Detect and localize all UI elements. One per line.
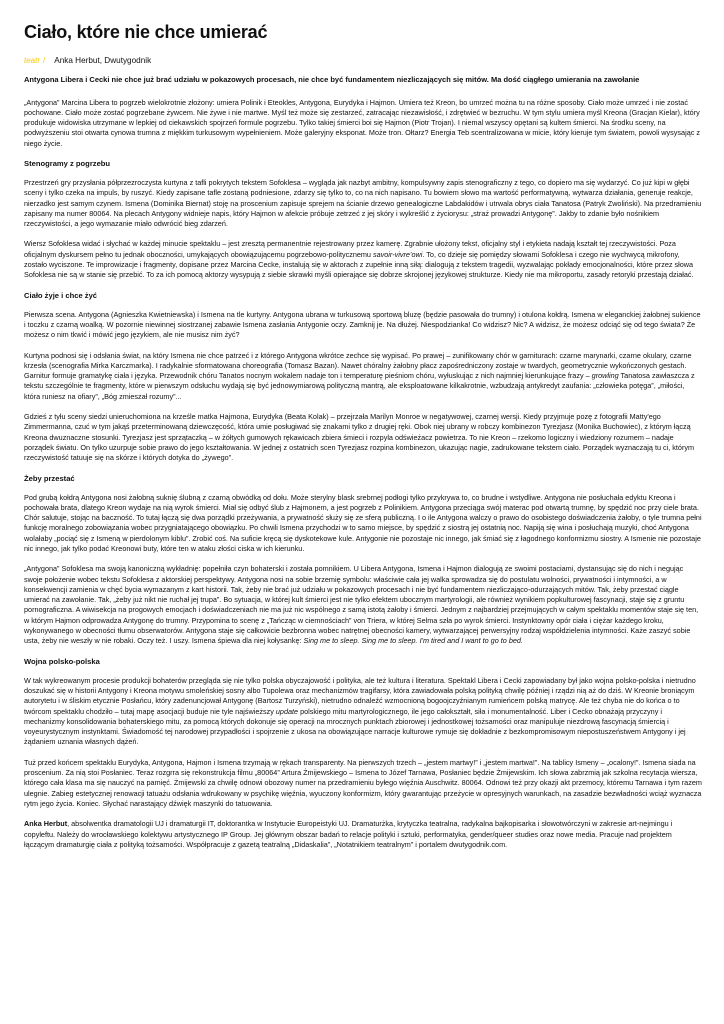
paragraph-8: „Antygona” Sofoklesa ma swoją kanoniczną wykładnię: popełniła czyn bohaterski i została pomnikiem. U Libera Antygona, Ismena i Hajmon dialogują ze swoimi postaciami, dystansując się do nich i negując swoje położenie wobec tekstu Sofoklesa z aktorskiej perspektywy. Antygona nosi na sobie brzemię symbolu: właściwie cała jej walka sprowadza się do postulatu wolności, prywatności i intymności, a w konsekwencji zamienia w chęć bycia wymazanym z kart historii. Tak, żeby nie brać już udziału w pokazowych procesach i nie być fundamentem niezliczająco-odurzających mitów. Tak, żeby przestać ciągle umierać na zawołanie. Tak, „żeby już nikt nie ruchał jej trupa”. Bo sytuacja, w której kult śmierci jest nie tylko efektem ubocznym martyrologii, ale również wynikiem popkulturowej fascynacji, staje się z gruntu pornograficzna. A wiwisekcja na progowych emocjach i doświadczeniach nie ma już nic wspólnego z samą istotą żałoby i śmierci. Jednym z najbardziej przejmujących w całym spektaklu momentów staje się ten, w którym Hajmon odprowadza Antygonę do trumny. Przypomina to scenę z „Tańcząc w ciemnościach” von Triera, w której Selma szła po wyrok śmierci. Instynktowny opór ciała i ciężar każdego kroku, wykonywanego w obecności tłumu obserwatorów. Antygona staje się całkowicie bezbronna wobec natrętnej obecności kamery, wytwarzającej perwersyjny rodzaj współdzielenia intymności. Każe zaszyć sobie usta, żeby nie weszły w nie robaki. Oczy też. I uszy. Ismena śpiewa dla niej kołysankę: Sing me to sleep. Sing me to sleep. I'm tired and I want to go to bed. [24, 564, 699, 646]
paragraph-5: Kurtyna podnosi się i odsłania świat, na który Ismena nie chce patrzeć i z którego Antygona wkrótce zechce się wypisać. Po prawej – zunifikowany chór w garniturach: czarne marynarki, czarne okulary, czarne krzesła (scenografia Mirka Karczmarka). I radykalnie sformatowana choreografia (Tomasz Bazan). Nawet chóralny żałobny płacz zapośredniczony zostaje w twardych, geometrycznie wykończonych gestach. Garnitur formuje gramatykę ciała i języka. Przewodnik chóru Tanatos nocnym wokalem nadaje ton i temperaturę pieśniom chóru, wyłuskując z nich najmniej kierunkujące frazy – growling Tanatosa zawłaszcza z tekstu szczególnie te fragmenty, które w pierwszym odsłuchu wydają się być jednowymiarową polityczną mantrą, ale eksploatowane kilkakrotnie, wzbudzają antykredyt zaufania: „człowieka potęga”, „miłości, która runiesz na ofiary”, „Bóg zmieszał rozumy”... [24, 350, 695, 401]
emphasis-song-lyrics: Sing me to sleep. Sing me to sleep. I'm tired and I want to go to bed. [303, 636, 523, 646]
author-bio: Anka Herbut, absolwentka dramatologii UJ i dramaturgii IT, doktorantka w Instytucie Europeistyki UJ. Dramaturżka, krytyczka teatralna, radykalna bajkopisarka i słowotwórczyni w zakresie art-nejmingu i copyleftu. Należy do wrocławskiego kolektywu artystycznego IP Group. Jej głównym obszar badań to relacje polityki i sztuki, performatyka, gender/queer studies oraz nowe media. Pracuje nad projektem łączącym dramaturgię ciała z polityką tożsamości. Współpracuje z gazetą teatralną „Didaskalia”, „Notatnikiem teatralnym” i portalem dwutygodnik.com. [24, 819, 673, 849]
article-title: Ciało, które nie chce umierać [24, 22, 268, 42]
paragraph-10: Tuż przed końcem spektaklu Eurydyka, Antygona, Hajmon i Ismena trzymają w rękach transparenty. Na pierwszych trzech – „jestem martwy!” i „jestem martwa!”. Na tablicy Ismeny – „ocalony!”. Ismena siada na proscenium. Za nią stoi Posłaniec. Teraz rozgrra się rekonstrukcja filmu „80064” Artura Żmijewskiego – Ismena to Józef Tarnawa, Posłaniec będzie Żmijewskim. Ich słowa zabrzmią jak szkolna recytacja wiersza, którego cała klasa ma się nauczyć na pamięć. Żmijewski za chwilę odnowi obozowy numer na przedramieniu byłego więźnia Auschwitz. 80064. Odnowi też przy okazji akt przemocy, któremu Tarnawa i tym razem ulegnie. Zabieg estetycznej renowacji tatuażu odsłania wdrukowany w psychikę więźnia, wyuczony konformizm, który gwarantując przeżycie w opresyjnych warunkach, na zasadzie bezwładności wciąż wyznacza rytm jego życia. Koniec. Słychać narastający dźwięk maszynki do tatuowania. [24, 757, 702, 808]
section-heading-stenogramy: Stenogramy z pogrzebu [24, 158, 111, 168]
section-heading-wojna: Wojna polsko-polska [24, 656, 100, 666]
paragraph-7: Pod grubą kołdrą Antygona nosi żałobną suknię ślubną z czarną obwódką od dołu. Może sterylny blask srebrnej podłogi tylko przykrywa to, co brudne i wstydliwe. Antygona nie posłuchała edyktu Kreona i pochowała brata, dlatego Kreon wydaje na nią wyrok śmierci. Miał się odbyć ślub z Hajmonem, a jest pogrzeb z Polinikiem. Antygona przeciąga swój materac pod otwartą trumnę, by spędzić noc przy ciele brata. Chór salutuje, stojąc na baczność. To tutaj łączą się dwa porządki przeżywania, a prywatność służy się ze sferą publiczną. I o ile Antygona walczy o prawo do osobistego doświadczenia żałoby, o tyle trumna pełni funkcję moralnego zobowiązania wobec przygniatającego obowiązku. Po chwili Ismena przychodzi w to samo miejsce, by spędzić z siostrą jej ostatnią noc. Napiją się wina i posłuchają muzyki, choć Antygona wolałaby „pociąć się z Ismeną w pierdolonym kiblu”. Zrobić coś. Na suficie kręcą się dyskotekowe kule. Antygonie nie pozostaje nic innego, jak śmiać się z łagodnego konformizmu siostry. A Ismenie nie pozostaje nic innego, jak tylko podać Kreonowi buty, które ten w ataku złości ciska w ich kierunku. [24, 492, 702, 553]
section-heading-cialo: Ciało żyje i chce żyć [24, 290, 98, 300]
section-logo[interactable]: teatr / [24, 56, 46, 65]
emphasis-update: update [275, 706, 299, 716]
bio-author-name: Anka Herbut [24, 819, 68, 829]
paragraph-1: „Antygona” Marcina Libera to pogrzeb wielokrotnie złożony: umiera Polinik i Eteokles, Antygona, Eurydyka i Hajmon. Umiera też Kreon, bo umrzeć można tu na różne sposoby. Ciało może umrzeć i nie zostać pochowane. Ciało może zostać pogrzebane żywcem. Nie żywe i nie martwe. Myśl też może się zestarzeć, zatracając niezawisłość, i zdrętwieć w bezruchu. W tym stylu umiera myśl Kreona (Gracjan Kielar), który produkuje widowiska utrzymane w lepkiej od ciekawskich spojrzeń formule pogrzebu. Tylko takiej śmierci boi się Hajmon (Piotr Trojan). I niemal wszyscy opętani są kultem śmierci. Na środku sceny, na podwyższeniu stoi otwarta cynowa trumna z miękkim turkusowym wypełnieniem. Może galeryjny eksponat. Może tron. Ołtarz? Energia Teb scentralizowana w micie, który kieruje tym światem, powoli wysysając z niego życie. [24, 97, 700, 148]
article-lead: Antygona Libera i Cecki nie chce już brać udziału w pokazowych procesach, nie chce być fundamentem niezliczających się mitów. Ma dość ciągłego umierania na zawołanie [24, 75, 640, 84]
emphasis-savoir-vivre: savoir-vivre’owi [372, 249, 423, 259]
author-name: Anka Herbut, Dwutygodnik [54, 56, 152, 65]
emphasis-growling: growling [591, 371, 619, 381]
paragraph-9: W tak wykreowanym procesie produkcji bohaterów przegląda się nie tylko polska obyczajowość i polityka, ale też kultura i literatura. Spektakl Libera i Cecki zapowiadany był jako wojna polsko-polska i nietrudno doszukać się w historii Antygony i Kreona motywu smoleńskiej sosny albo Tupolewa oraz mechanizmów tragifarsy, która zawiadowała polską polityką chwilę później i rządzi nią aż do dziś. W Kreonie broniącym autorytetu i w śliskim etycznie Posłańcu, który zadenuncjował Antygonę (Bartosz Turzyński), nietrudno odnaleźć wzmocnioną bogoojczyźnianym rumieńcem polską matrycę. Ale też chyba nie do końca o to twórcom spektaklu chodziło – tutaj mapę asocjacji buduje nie tyle najświeższy update polskiego mitu martyrologicznego, ile jego całokształt, siła i monumentalność. Liber i Cecko obnażają przyczyny i mechanizmy konsolidowania bohaterskiego mitu, za pomocą których dokonuje się operacji na mrocznych punktach zbiorowej i jednostkowej tożsamości oraz manipuluje niezdrową fascynacją śmiercią i voyeurystycznym instynktami. Świadomość tej narodowej przypadłości i spojrzenie z ukosa na obowiązujące narracje kulturowe rymuje się dokładnie z bezkompromisowym niepostuszeństwem Antygony i jej żądaniem uznania własnych dążeń. [24, 675, 696, 747]
section-heading-zeby-przestac: Żeby przestać [24, 473, 75, 483]
byline [24, 56, 702, 65]
paragraph-2: Przestrzeń gry przysłania półprzezroczysta kurtyna z tafli pokrytych tekstem Sofoklesa – wygląda jak nazbyt ambitny, kompulsywny zapis stenograficzny z tego, co dopiero ma się wydarzyć. Co już kipi w głębi sceny i tylko czeka na impuls, by ruszyć. Kiedy zapisane tafle zostaną podniesione, zdarzy się tylko to, co na nich napisano. Tu bowiem słowo ma wartość performatywną, wytwarza działania, generuje reakcje, nierzadko jest samym czynem. Ismena (Dominika Biernat) stoję na proscenium zapisuje sprejem na ścianie drzewo genealogiczne Labdakidów i utrwala obrys ciała Tanatosa (Patryk Zwoliński). Na przedramieniu zapisany ma numer 80064. Na plecach Antygony widnieje napis, który Hajmon w afekcie próbuje zetrzeć z jej skóry i wykreślić z życiorysu: „straż prowadzi Antygonę”. Jakby to zdanie było nośnikiem rzeczywistości, a jego wymazanie miało odwrócić bieg zdarzeń. [24, 177, 702, 229]
paragraph-4: Pierwsza scena. Antygona (Agnieszka Kwietniewska) i Ismena na tle kurtyny. Antygona ubrana w turkusową sportową bluzę (będzie pasowała do trumny) i otulona kołdrą. Ismena w eleganckiej żałobnej sukience i toczku z czarną woalką. W pozornie niewinnej siostrzanej zabawie Ismena zasłania Antygonie oczy. Zamknij je. Na dłużej. Niespodzianka! Co widzisz? Nic? A widzisz, że możesz odciąć się od tego świata? Że możesz o nim tkwić i mówić jego językiem, ale nie musisz nim żyć? [24, 309, 701, 340]
paragraph-3: Wiersz Sofoklesa widać i słychać w każdej minucie spektaklu – jest zresztą permanentnie rejestrowany przez kamerę. Zgrabnie ułożony tekst, oficjalny styl i etykieta nadają kształt tej rzeczywistości. Poza oficjalnym dyskursem pełno tu jednak oboczności, umykających obowiązującemu pogrzebowo-politycznemu savoir-vivre’owi. To, co dzieje się pomiędzy słowami Sofoklesa i czego nie wychwycą mikrofony, zostało wyciszone. Te improwizacje i fragmenty, dopisane przez Marcina Cecke, instalują się w aktorach z zupełnie inną siłą: dialogują z tekstem tragedii, wyzwalając pokłady emocjonalności, które przez słowa Sofoklesa nie są w stanie się przebić. To za ich pomocą aktorzy wysypują z siebie skrawki myśli opierające się dobrze skrojonej językowej strukturze. Kiedy nie ma mikroportu, zasady retoryki przestają działać. [24, 239, 694, 280]
paragraph-6: Gdzieś z tyłu sceny siedzi unieruchomiona na krześle matka Hajmona, Eurydyka (Beata Kolak) – przejrzała Marilyn Monroe w negatywowej, czarnej wersji. Kiedy przyjmuje pozę z fotografii Matty'ego Zimmermanna, czuć w tym jakąś przeterminowaną dziewczęcość, która umie posługiwać się znakami tylko z drugiej ręki. Obok niej ubrany w robczy kombinezon Tyrezjasz (Monika Buchowiec), z którym łączą Kreona dwuznaczne stosunki. Tyrezjasz jest sprzątaczką – w żółtych gumowych rękawicach zbiera śmieci i rozpyla odświeżacz powietrza. To nie Kreon – rzekomo logiczny i wiedziony rozumem – nadaje porządek światu. On tylko uzurpuje sobie prawo do jego kształtowania. W jednej z ostatnich scen Tyrezjasz rozpina kombinezon, ukazując nagie, zadrukowane tekstem ciało. Porządek wyznaczają tu ci, którym rzeczywistość tatuuje się na skórze i których dotyka do „żywego”. [24, 412, 695, 463]
